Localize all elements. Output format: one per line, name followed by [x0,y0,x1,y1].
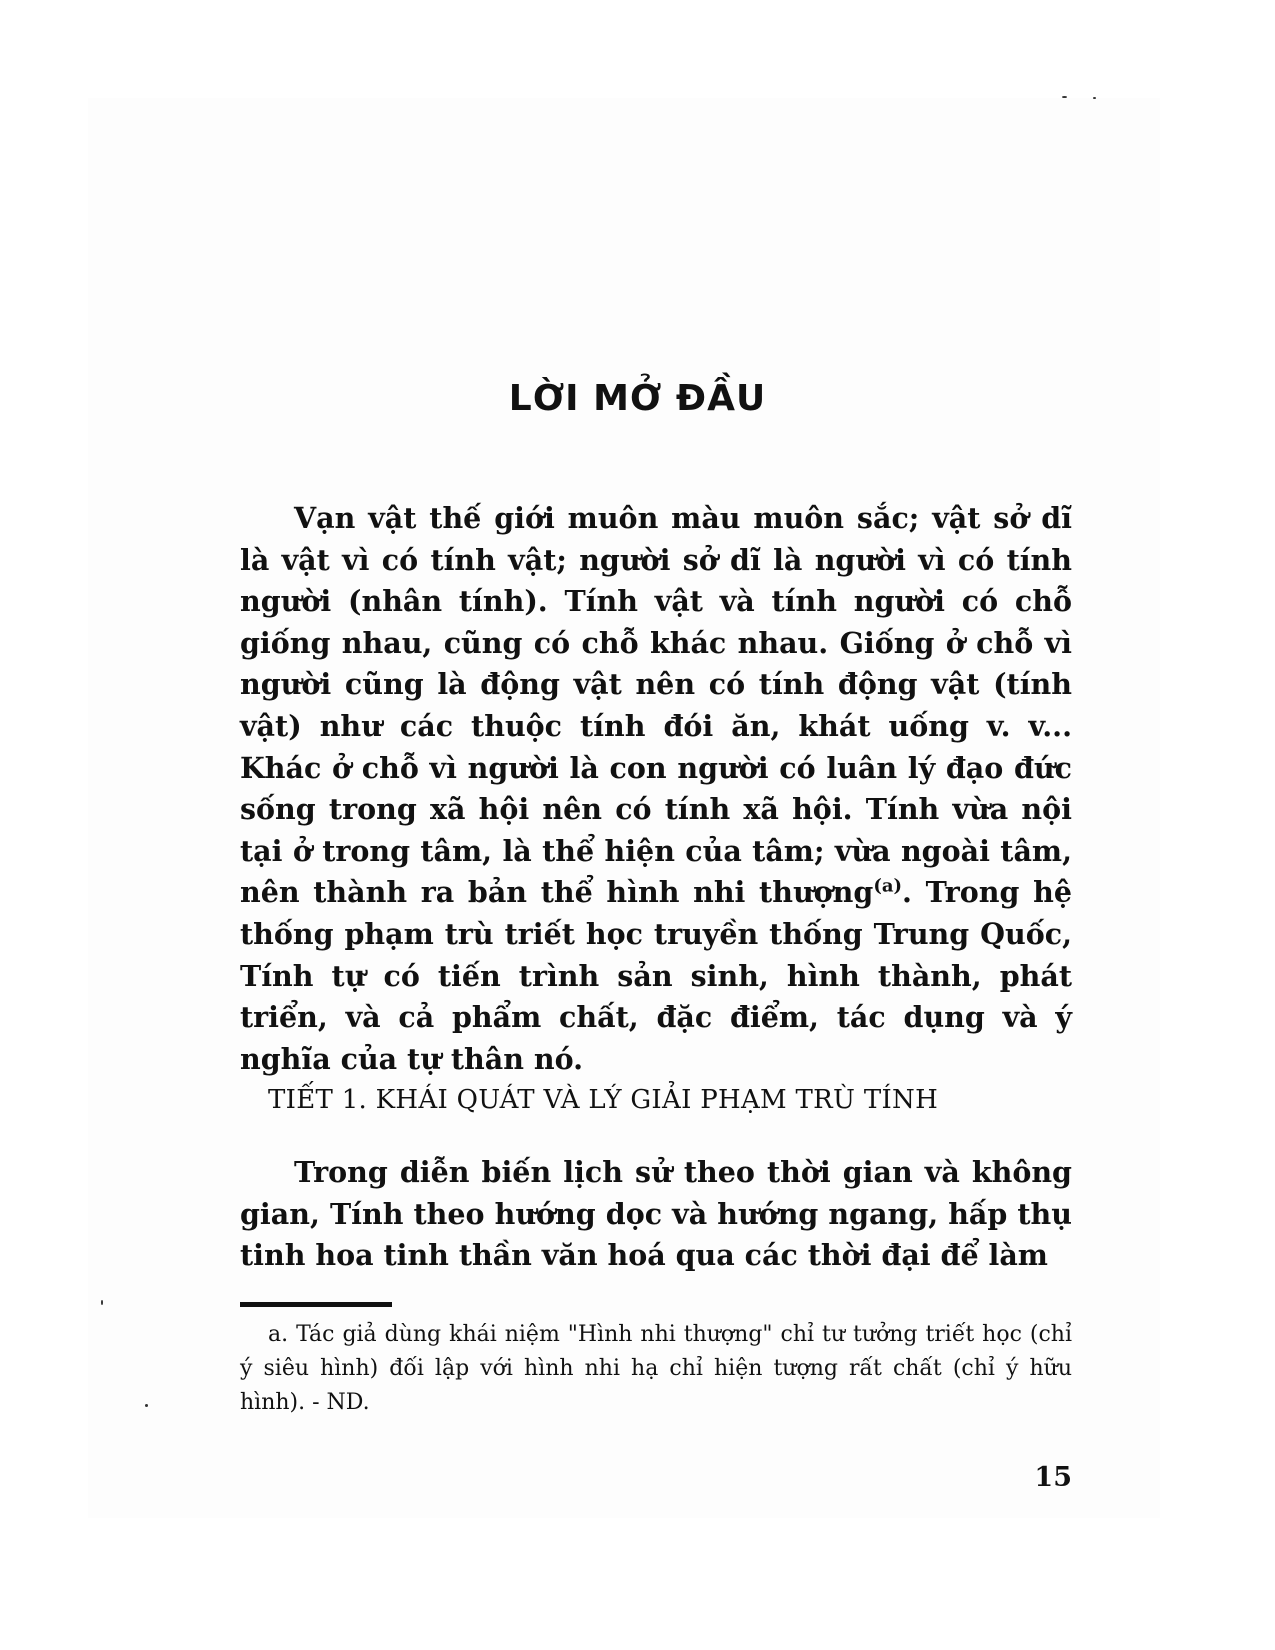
intro-text-after-note: . Trong hệ thống phạm trù triết học truyền thống Trung Quốc, Tính tự có tiến trình sản sinh, hình thành, phát triển, và cả phẩm chất, đặc điểm, tác dụng và ý nghĩa của tự thân nó. [240,875,1072,1076]
intro-section [240,498,1072,1080]
intro-text-before-note: Vạn vật thế giới muôn màu muôn sắc; vật sở dĩ là vật vì có tính vật; người sở dĩ là người vì có tính người (nhân tính). Tính vật và tính người có chỗ giống nhau, cũng có chỗ khác nhau. Giống ở chỗ vì người cũng là động vật nên có tính động vật (tính vật) như các thuộc tính đói ăn, khát uống v. v... Khác ở chỗ vì người là con người có luân lý đạo đức sống trong xã hội nên có tính xã hội. Tính vừa nội tại ở trong tâm, là thể hiện của tâm; vừa ngoài tâm, nên thành ra bản thể hình nhi thượng [240,501,1072,910]
page-number: 15 [1034,1462,1072,1493]
footnote-text: a. Tác giả dùng khái niệm "Hình nhi thượng" chỉ tư tưởng triết học (chỉ ý siêu hình) đối lập với hình nhi hạ chỉ hiện tượng rất chất (chỉ ý hữu hình). - ND. [240,1322,1072,1415]
scan-speck [1062,96,1067,98]
section-body [240,1152,1072,1277]
chapter-title: LỜI MỞ ĐẦU [508,378,767,419]
scan-speck [101,1300,103,1305]
section-heading: TIẾT 1. KHÁI QUÁT VÀ LÝ GIẢI PHẠM TRÙ TÍNH [268,1085,939,1115]
footnote-divider [240,1302,392,1307]
footnote-marker: (a) [873,875,903,897]
scan-speck [1093,97,1096,99]
section-paragraph: Trong diễn biến lịch sử theo thời gian và không gian, Tính theo hướng dọc và hướng ngang, hấp thụ tinh hoa tinh thần văn hoá qua các thời đại để làm [240,1155,1072,1273]
intro-paragraph [240,498,1072,1080]
scan-speck [145,1404,148,1407]
